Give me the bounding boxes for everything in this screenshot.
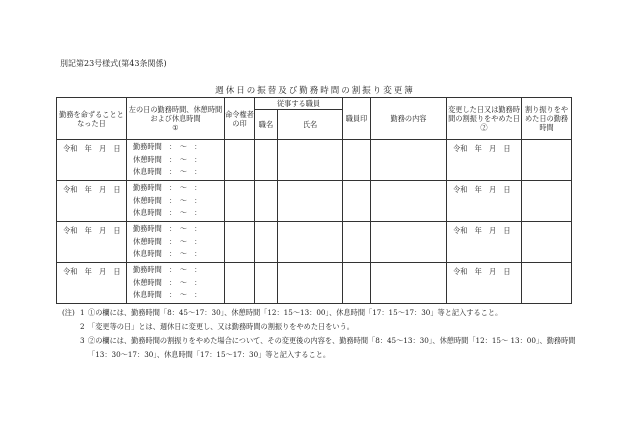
ordered-date-cell: 令和 年 月 日 bbox=[57, 263, 127, 304]
work-time-line: 勤務時間 ： 〜 ： bbox=[133, 265, 202, 274]
stopped-day-cell bbox=[522, 140, 572, 181]
staff-name-cell bbox=[278, 222, 343, 263]
document-title: 週休日の振替及び勤務時間の割振り変更簿 bbox=[215, 86, 415, 96]
header-left-day-hours-label: 左の日の勤務時間、休憩時間および休息時間 bbox=[128, 105, 223, 123]
header-staff-seal: 職員印 bbox=[343, 98, 371, 140]
ordered-date-cell: 令和 年 月 日 bbox=[57, 222, 127, 263]
header-ordered-day: 勤務を命ずることとなった日 bbox=[57, 98, 127, 140]
approver-seal-cell bbox=[225, 222, 255, 263]
staff-position-cell bbox=[255, 140, 278, 181]
stopped-day-cell bbox=[522, 181, 572, 222]
staff-position-cell bbox=[255, 222, 278, 263]
break-time-line: 休憩時間 ： 〜 ： bbox=[133, 236, 202, 246]
break-time-line: 休憩時間 ： 〜 ： bbox=[133, 195, 202, 205]
times-cell bbox=[127, 181, 225, 222]
approver-seal-cell bbox=[225, 140, 255, 181]
header-work-content: 勤務の内容 bbox=[371, 98, 447, 140]
staff-seal-cell bbox=[343, 140, 371, 181]
note-number: 3 bbox=[80, 336, 85, 345]
work-content-cell bbox=[371, 263, 447, 304]
note-text: ②の欄には、勤務時間の割振りをやめた場合について、その変更後の内容を、勤務時間「8：45〜13：30」、休憩時間「12：15〜 13：00」、勤務時間「13：30〜17：30」、休息時間「17：15〜17：30」等と記入すること。 bbox=[88, 336, 576, 359]
register-table bbox=[56, 97, 572, 304]
times-cell bbox=[127, 140, 225, 181]
note-text: 「変更等の日」とは、週休日に変更し、又は勤務時間の割振りをやめた日をいう。 bbox=[88, 322, 354, 331]
note-item bbox=[62, 306, 598, 320]
table-row bbox=[57, 222, 572, 263]
break-time-line: 休憩時間 ： 〜 ： bbox=[133, 154, 202, 164]
note-item bbox=[62, 334, 598, 362]
ordered-date-cell: 令和 年 月 日 bbox=[57, 140, 127, 181]
header-stopped-day: 割り振りをやめた日の勤務時間 bbox=[522, 98, 572, 140]
header-changed-day-mark: ② bbox=[480, 123, 488, 132]
table-row bbox=[57, 263, 572, 304]
work-content-cell bbox=[371, 181, 447, 222]
header-staff-name: 氏名 bbox=[278, 110, 343, 140]
note-text: ①の欄には、勤務時間「8：45〜17：30」、休憩時間「12：15〜13：00」、休息時間「17：15〜17：30」等と記入すること。 bbox=[88, 308, 503, 317]
header-left-day-hours bbox=[127, 98, 225, 140]
staff-position-cell bbox=[255, 181, 278, 222]
times-cell bbox=[127, 263, 225, 304]
staff-seal-cell bbox=[343, 263, 371, 304]
table-row bbox=[57, 140, 572, 181]
staff-position-cell bbox=[255, 263, 278, 304]
header-staff-position: 職名 bbox=[255, 110, 278, 140]
staff-name-cell bbox=[278, 263, 343, 304]
form-number: 別記第23号様式(第43条関係) bbox=[60, 59, 167, 68]
header-changed-day-label: 変更した日又は勤務時間の割振りをやめた日 bbox=[448, 105, 520, 123]
stopped-day-cell bbox=[522, 222, 572, 263]
approver-seal-cell bbox=[225, 263, 255, 304]
header-staff-group: 従事する職員 bbox=[255, 98, 343, 110]
work-content-cell bbox=[371, 140, 447, 181]
rest-time-line: 休息時間 ： 〜 ： bbox=[133, 249, 202, 258]
changed-date-cell: 令和 年 月 日 bbox=[447, 140, 522, 181]
stopped-day-cell bbox=[522, 263, 572, 304]
staff-name-cell bbox=[278, 181, 343, 222]
header-changed-day bbox=[447, 98, 522, 140]
notes-prefix: (注) bbox=[62, 308, 75, 317]
changed-date-cell: 令和 年 月 日 bbox=[447, 181, 522, 222]
staff-seal-cell bbox=[343, 181, 371, 222]
rest-time-line: 休息時間 ： 〜 ： bbox=[133, 167, 202, 176]
approver-seal-cell bbox=[225, 181, 255, 222]
notes-section bbox=[62, 306, 598, 362]
changed-date-cell: 令和 年 月 日 bbox=[447, 222, 522, 263]
work-time-line: 勤務時間 ： 〜 ： bbox=[133, 142, 202, 151]
work-time-line: 勤務時間 ： 〜 ： bbox=[133, 224, 202, 233]
break-time-line: 休憩時間 ： 〜 ： bbox=[133, 277, 202, 287]
changed-date-cell: 令和 年 月 日 bbox=[447, 263, 522, 304]
staff-name-cell bbox=[278, 140, 343, 181]
note-number: 1 bbox=[80, 308, 85, 317]
rest-time-line: 休息時間 ： 〜 ： bbox=[133, 208, 202, 217]
header-approver-seal: 命令権者の印 bbox=[225, 98, 255, 140]
rest-time-line: 休息時間 ： 〜 ： bbox=[133, 290, 202, 299]
staff-seal-cell bbox=[343, 222, 371, 263]
note-number: 2 bbox=[80, 322, 85, 331]
work-time-line: 勤務時間 ： 〜 ： bbox=[133, 183, 202, 192]
work-content-cell bbox=[371, 222, 447, 263]
header-left-day-hours-mark: ① bbox=[172, 123, 179, 132]
times-cell bbox=[127, 222, 225, 263]
ordered-date-cell: 令和 年 月 日 bbox=[57, 181, 127, 222]
note-item bbox=[62, 320, 598, 334]
table-row bbox=[57, 181, 572, 222]
